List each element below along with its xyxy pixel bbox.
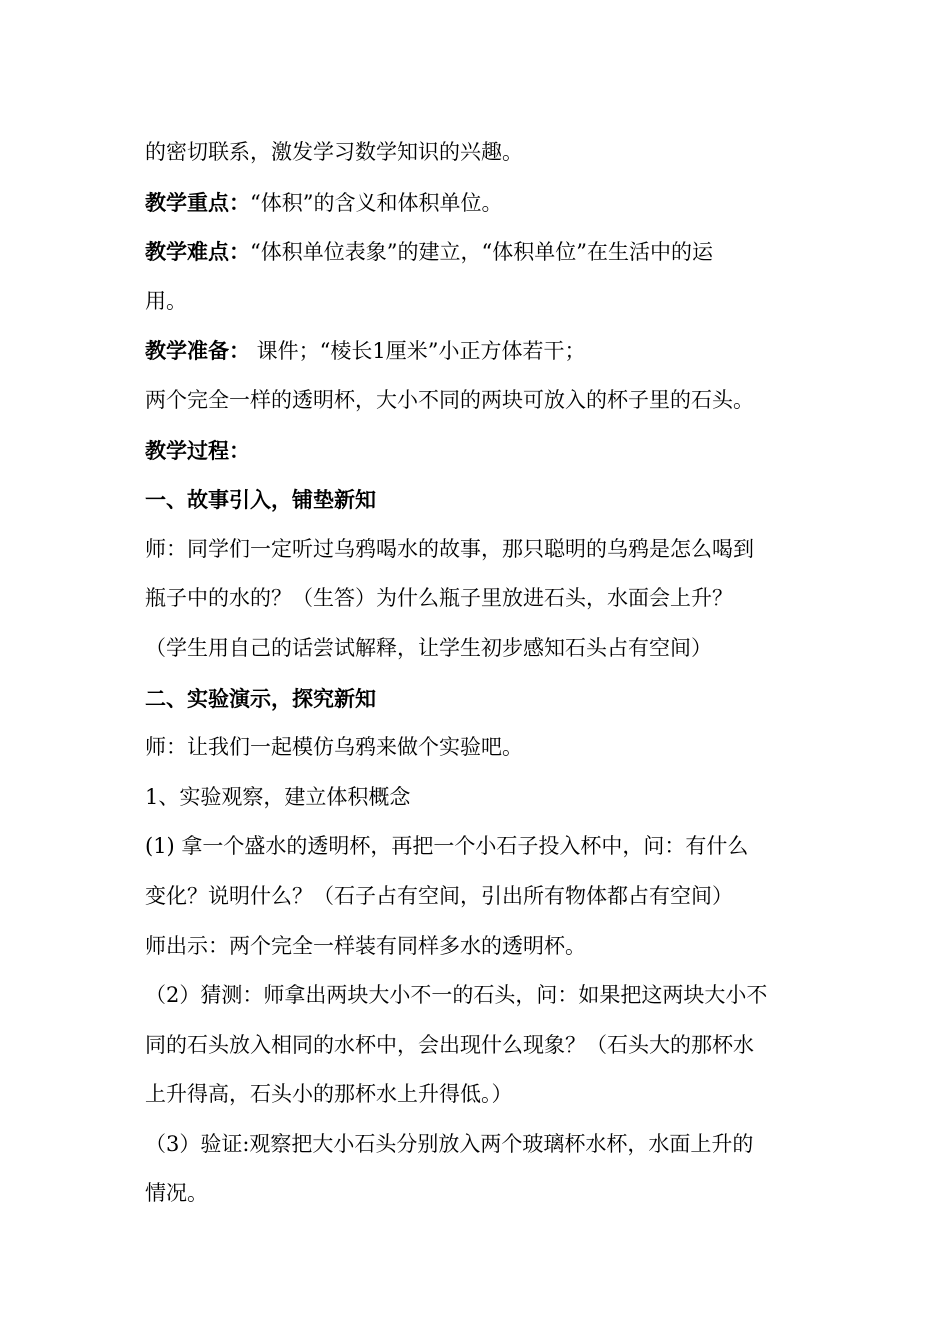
difficulty-label: 教学难点： [145,239,250,265]
paragraph-line [145,277,815,327]
line-text: 变化？说明什么？（石子占有空间，引出所有物体都占有空间） [145,883,733,908]
line-text: 瓶子中的水的？（生答）为什么瓶子里放进石头，水面会上升？ [145,586,733,611]
paragraph-line [145,624,815,674]
heading-text: 教学过程： [145,437,250,463]
paragraph-line [145,128,815,178]
paragraph-line [145,1169,815,1219]
preparation-text: 课件；“棱长1厘米”小正方体若干； [250,339,586,364]
difficulty-line [145,227,815,277]
paragraph-line [145,723,815,773]
paragraph-line [145,822,815,872]
line-text: （学生用自己的话尝试解释，让学生初步感知石头占有空间） [145,635,712,660]
line-text: 上升得高，石头小的那杯水上升得低。） [145,1082,513,1107]
paragraph-line [145,1021,815,1071]
line-text: （2）猜测：师拿出两块大小不一的石头，问：如果把这两块大小不 [145,983,768,1008]
section-heading [145,475,815,525]
paragraph-line [145,525,815,575]
paragraph-line [145,922,815,972]
line-text: 两个完全一样的透明杯，大小不同的两块可放入的杯子里的石头。 [145,387,754,412]
line-text: 师：同学们一定听过乌鸦喝水的故事，那只聪明的乌鸦是怎么喝到 [145,536,754,561]
line-text: 1、实验观察，建立体积概念 [145,784,411,809]
paragraph-line [145,773,815,823]
preparation-line [145,326,815,376]
line-text: （3）验证:观察把大小石头分别放入两个玻璃杯水杯，水面上升的 [145,1131,754,1156]
line-text: 师出示：两个完全一样装有同样多水的透明杯。 [145,933,586,958]
key-point-label: 教学重点： [145,189,250,215]
paragraph-line [145,872,815,922]
key-point-text: “体积”的含义和体积单位。 [250,190,503,215]
paragraph-line [145,1120,815,1170]
section-heading [145,674,815,724]
paragraph-line [145,1070,815,1120]
heading-text: 一、故事引入，铺垫新知 [145,487,376,513]
line-text: 的密切联系，激发学习数学知识的兴趣。 [145,140,523,164]
section-heading [145,426,815,476]
line-text: 用。 [145,288,187,313]
line-text: 情况。 [145,1181,208,1206]
line-text: 师：让我们一起模仿乌鸦来做个实验吧。 [145,735,523,760]
paragraph-line [145,971,815,1021]
document-body [145,128,815,1219]
line-text: 同的石头放入相同的水杯中，会出现什么现象？（石头大的那杯水 [145,1032,754,1057]
heading-text: 二、实验演示，探究新知 [145,685,376,711]
line-text: (1) 拿一个盛水的透明杯，再把一个小石子投入杯中，问：有什么 [145,834,749,859]
key-point-line [145,178,815,228]
preparation-label: 教学准备： [145,338,250,364]
paragraph-line [145,376,815,426]
difficulty-text: “体积单位表象”的建立，“体积单位”在生活中的运 [250,240,713,265]
paragraph-line [145,574,815,624]
